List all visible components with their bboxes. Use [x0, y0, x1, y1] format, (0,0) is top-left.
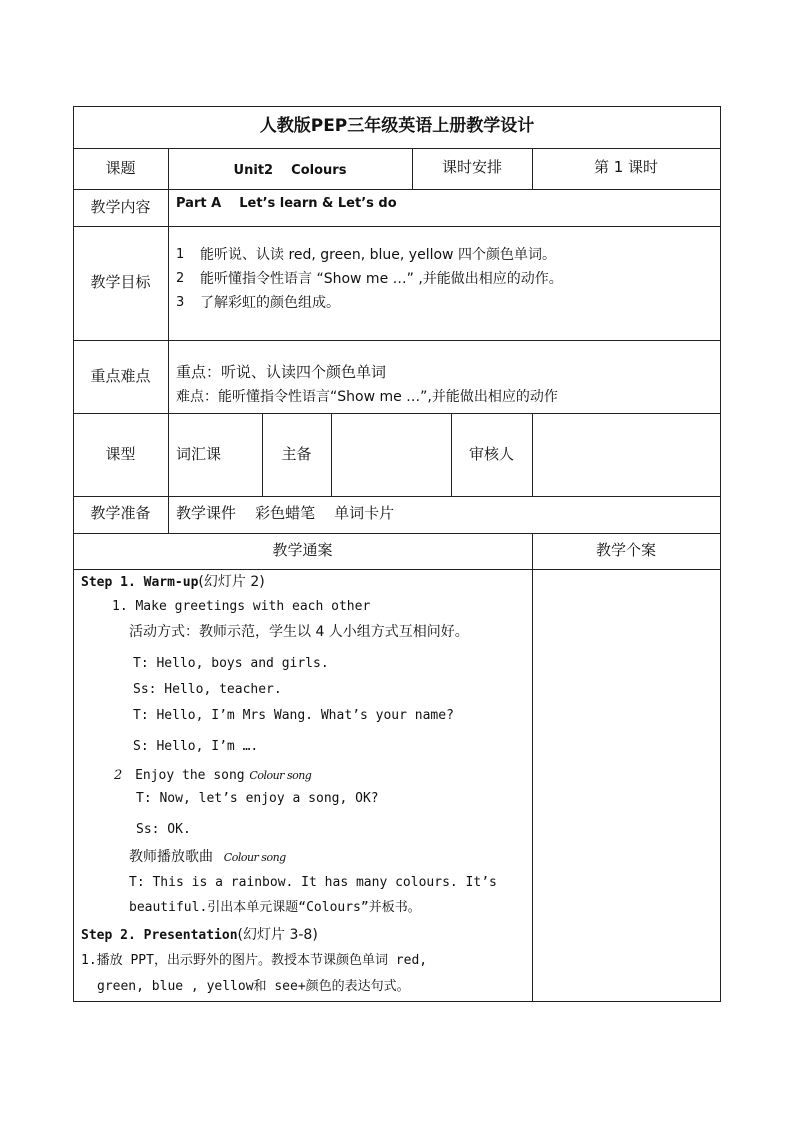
general-plan-header: 教学通案 [272, 541, 333, 559]
document-title: 人教版PEP三年级英语上册教学设计 [259, 116, 535, 136]
column-divider [331, 413, 332, 497]
row-divider [73, 189, 721, 190]
table-border-right [720, 106, 721, 1002]
table-border-bottom [73, 1001, 721, 1002]
key-point-text: 重点：听说、认读四个颜色单词 [176, 363, 387, 381]
dialogue-line: T: Now, let’s enjoy a song, OK? [136, 791, 379, 806]
play-song-line [129, 846, 286, 868]
column-divider [532, 413, 533, 497]
play-song-text: 教师播放歌曲 [129, 849, 213, 865]
step-2-title: Step 2. Presentation [81, 928, 238, 943]
row-divider [73, 148, 721, 149]
step-2-line: green, blue , yellow和 see+颜色的表达句式。 [97, 979, 410, 994]
row-divider [73, 569, 721, 570]
key-difficult-label: 重点难点 [90, 367, 151, 385]
step-2-heading [81, 924, 318, 946]
schedule-label: 课时安排 [441, 158, 502, 176]
table-border-top [73, 106, 721, 107]
main-preparer-label: 主备 [281, 445, 312, 463]
step-2-note: (幻灯片 3-8) [237, 927, 318, 943]
topic-value: Unit2 Colours [233, 163, 347, 178]
reviewer-label: 审核人 [468, 445, 514, 463]
dialogue-line: Ss: Hello, teacher. [133, 682, 282, 697]
row-divider [73, 413, 721, 414]
goal-number: 2 [176, 271, 185, 286]
dialogue-line: T: Hello, I’m Mrs Wang. What’s your name? [133, 708, 454, 723]
row-divider [73, 340, 721, 341]
content-label: 教学内容 [90, 198, 151, 216]
item-2-song: Colour song [249, 769, 312, 782]
step-1-item-1: 1. Make greetings with each other [112, 599, 371, 614]
dialogue-line: T: This is a rainbow. It has many colours. It’s [129, 875, 497, 890]
step-1-activity: 活动方式：教师示范，学生以 4 人小组方式互相问好。 [129, 624, 469, 640]
row-divider [73, 533, 721, 534]
content-value: Part A Let’s learn & Let’s do [176, 196, 397, 211]
item-2-text: Enjoy the song [135, 768, 245, 783]
preparation-value: 教学课件 彩色蜡笔 单词卡片 [176, 504, 395, 522]
difficult-point-text: 难点：能听懂指令性语言“Show me …”,并能做出相应的动作 [176, 389, 558, 405]
step-1-heading [81, 571, 265, 593]
goals-label: 教学目标 [90, 273, 151, 291]
play-song-title: Colour song [223, 851, 286, 864]
lesson-type-value: 词汇课 [176, 445, 222, 463]
goal-number: 1 [176, 247, 185, 262]
individual-plan-header: 教学个案 [595, 541, 656, 559]
dialogue-line: S: Hello, I’m …. [133, 739, 259, 754]
step-2-line: 1.播放 PPT，出示野外的图片。教授本节课颜色单词 red, [81, 953, 428, 968]
label-column-divider [168, 148, 169, 534]
lesson-type-label: 课型 [105, 445, 136, 463]
step-1-title: Step 1. Warm-up [81, 575, 199, 590]
plan-column-divider [532, 533, 533, 1002]
step-1-note: (幻灯片 2) [198, 574, 265, 590]
dialogue-line: beautiful.引出本单元课题“Colours”并板书。 [129, 900, 421, 915]
goal-text: 能听懂指令性语言 “Show me …” ,并能做出相应的动作。 [200, 271, 563, 287]
step-1-item-2 [114, 764, 311, 786]
goal-number: 3 [176, 295, 185, 310]
goal-text: 了解彩虹的颜色组成。 [200, 295, 340, 311]
topic-label: 课题 [105, 159, 136, 177]
dialogue-line: Ss: OK. [136, 822, 191, 837]
preparation-label: 教学准备 [90, 504, 151, 522]
dialogue-line: T: Hello, boys and girls. [133, 656, 329, 671]
goal-text: 能听说、认读 red, green, blue, yellow 四个颜色单词。 [200, 247, 556, 263]
row-divider [73, 496, 721, 497]
row-divider [73, 226, 721, 227]
item-2-number: 2 [114, 768, 123, 783]
schedule-value: 第 1 课时 [593, 158, 659, 176]
